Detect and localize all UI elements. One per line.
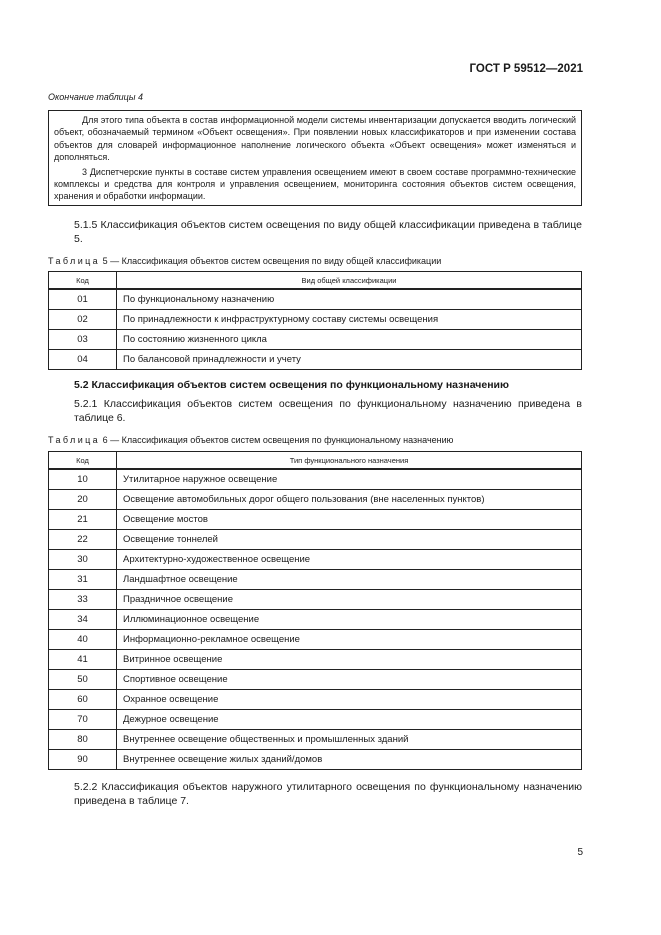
row-description: По состоянию жизненного цикла <box>117 330 582 350</box>
row-code: 70 <box>49 710 117 730</box>
table-row <box>49 610 582 630</box>
row-description: По принадлежности к инфраструктурному составу системы освещения <box>117 310 582 330</box>
row-code: 03 <box>49 330 117 350</box>
row-description: Спортивное освещение <box>117 670 582 690</box>
column-header-code: Код <box>49 272 117 290</box>
row-code: 50 <box>49 670 117 690</box>
document-code: ГОСТ Р 59512—2021 <box>469 63 583 75</box>
row-code: 22 <box>49 530 117 550</box>
row-description: Дежурное освещение <box>117 710 582 730</box>
row-code: 41 <box>49 650 117 670</box>
row-description: Внутреннее освещение общественных и промышленных зданий <box>117 730 582 750</box>
table-row <box>49 590 582 610</box>
paragraph-5-2-2: 5.2.2 Классификация объектов наружного утилитарного освещения по функциональному назначению приведена в таблице 7. <box>74 781 582 807</box>
table-row <box>49 630 582 650</box>
table-row <box>49 510 582 530</box>
table6 <box>48 451 582 770</box>
row-code: 10 <box>49 469 117 490</box>
table-row <box>49 469 582 490</box>
table-row <box>49 690 582 710</box>
row-description: Витринное освещение <box>117 650 582 670</box>
row-code: 90 <box>49 750 117 770</box>
row-description: Охранное освещение <box>117 690 582 710</box>
column-header-classification: Вид общей классификации <box>117 272 582 290</box>
table-row <box>49 350 582 370</box>
row-description: Освещение автомобильных дорог общего пользования (вне населенных пунктов) <box>117 490 582 510</box>
row-description: Внутреннее освещение жилых зданий/домов <box>117 750 582 770</box>
row-code: 31 <box>49 570 117 590</box>
table-row <box>49 490 582 510</box>
row-code: 60 <box>49 690 117 710</box>
row-code: 21 <box>49 510 117 530</box>
row-code: 30 <box>49 550 117 570</box>
row-description: Иллюминационное освещение <box>117 610 582 630</box>
row-description: Ландшафтное освещение <box>117 570 582 590</box>
table6-caption: Таблица 6 — Классификация объектов систем освещения по функциональному назначению <box>48 435 454 445</box>
page-number: 5 <box>577 847 583 858</box>
section-heading-5-2: 5.2 Классификация объектов систем освещения по функциональному назначению <box>74 379 509 391</box>
table-continuation-label: Окончание таблицы 4 <box>48 92 143 102</box>
table-row <box>49 750 582 770</box>
table-row <box>49 289 582 310</box>
row-description: Праздничное освещение <box>117 590 582 610</box>
row-description: Информационно-рекламное освещение <box>117 630 582 650</box>
row-description: Архитектурно-художественное освещение <box>117 550 582 570</box>
table-row <box>49 730 582 750</box>
row-description: Освещение тоннелей <box>117 530 582 550</box>
row-description: Освещение мостов <box>117 510 582 530</box>
row-code: 20 <box>49 490 117 510</box>
column-header-function-type: Тип функционального назначения <box>117 452 582 470</box>
row-code: 04 <box>49 350 117 370</box>
table-row <box>49 710 582 730</box>
row-code: 34 <box>49 610 117 630</box>
paragraph-5-1-5: 5.1.5 Классификация объектов систем освещения по виду общей классификации приведена в таблице 5. <box>74 219 582 245</box>
table5-caption: Таблица 5 — Классификация объектов систем освещения по виду общей классификации <box>48 256 442 266</box>
table-row <box>49 550 582 570</box>
table-row <box>49 650 582 670</box>
paragraph-5-2-1: 5.2.1 Классификация объектов систем освещения по функциональному назначению приведена в таблице 6. <box>74 398 582 424</box>
table4-notes-box <box>48 110 582 206</box>
table-row <box>49 310 582 330</box>
row-code: 02 <box>49 310 117 330</box>
column-header-code: Код <box>49 452 117 470</box>
row-description: По функциональному назначению <box>117 289 582 310</box>
table5 <box>48 271 582 370</box>
table-row <box>49 330 582 350</box>
row-code: 33 <box>49 590 117 610</box>
row-description: Утилитарное наружное освещение <box>117 469 582 490</box>
table-row <box>49 530 582 550</box>
table-row <box>49 570 582 590</box>
row-code: 40 <box>49 630 117 650</box>
row-code: 01 <box>49 289 117 310</box>
row-description: По балансовой принадлежности и учету <box>117 350 582 370</box>
note-paragraph: Для этого типа объекта в состав информационной модели системы инвентаризации допускается вводить логический объект, обозначаемый термином «Объект освещения». При появлении новых классификаторов и при изменении состава объектов для словарей информационное наполнение логического объекта «Объект освещения» может изменяться и дополняться. <box>54 115 576 163</box>
note-paragraph: 3 Диспетчерские пункты в составе систем управления освещением имеют в своем составе программно-технические комплексы и средства для контроля и управления освещением, мониторинга состояния объектов систем освещения, хранения и обработки информации. <box>54 166 576 202</box>
row-code: 80 <box>49 730 117 750</box>
table-row <box>49 670 582 690</box>
